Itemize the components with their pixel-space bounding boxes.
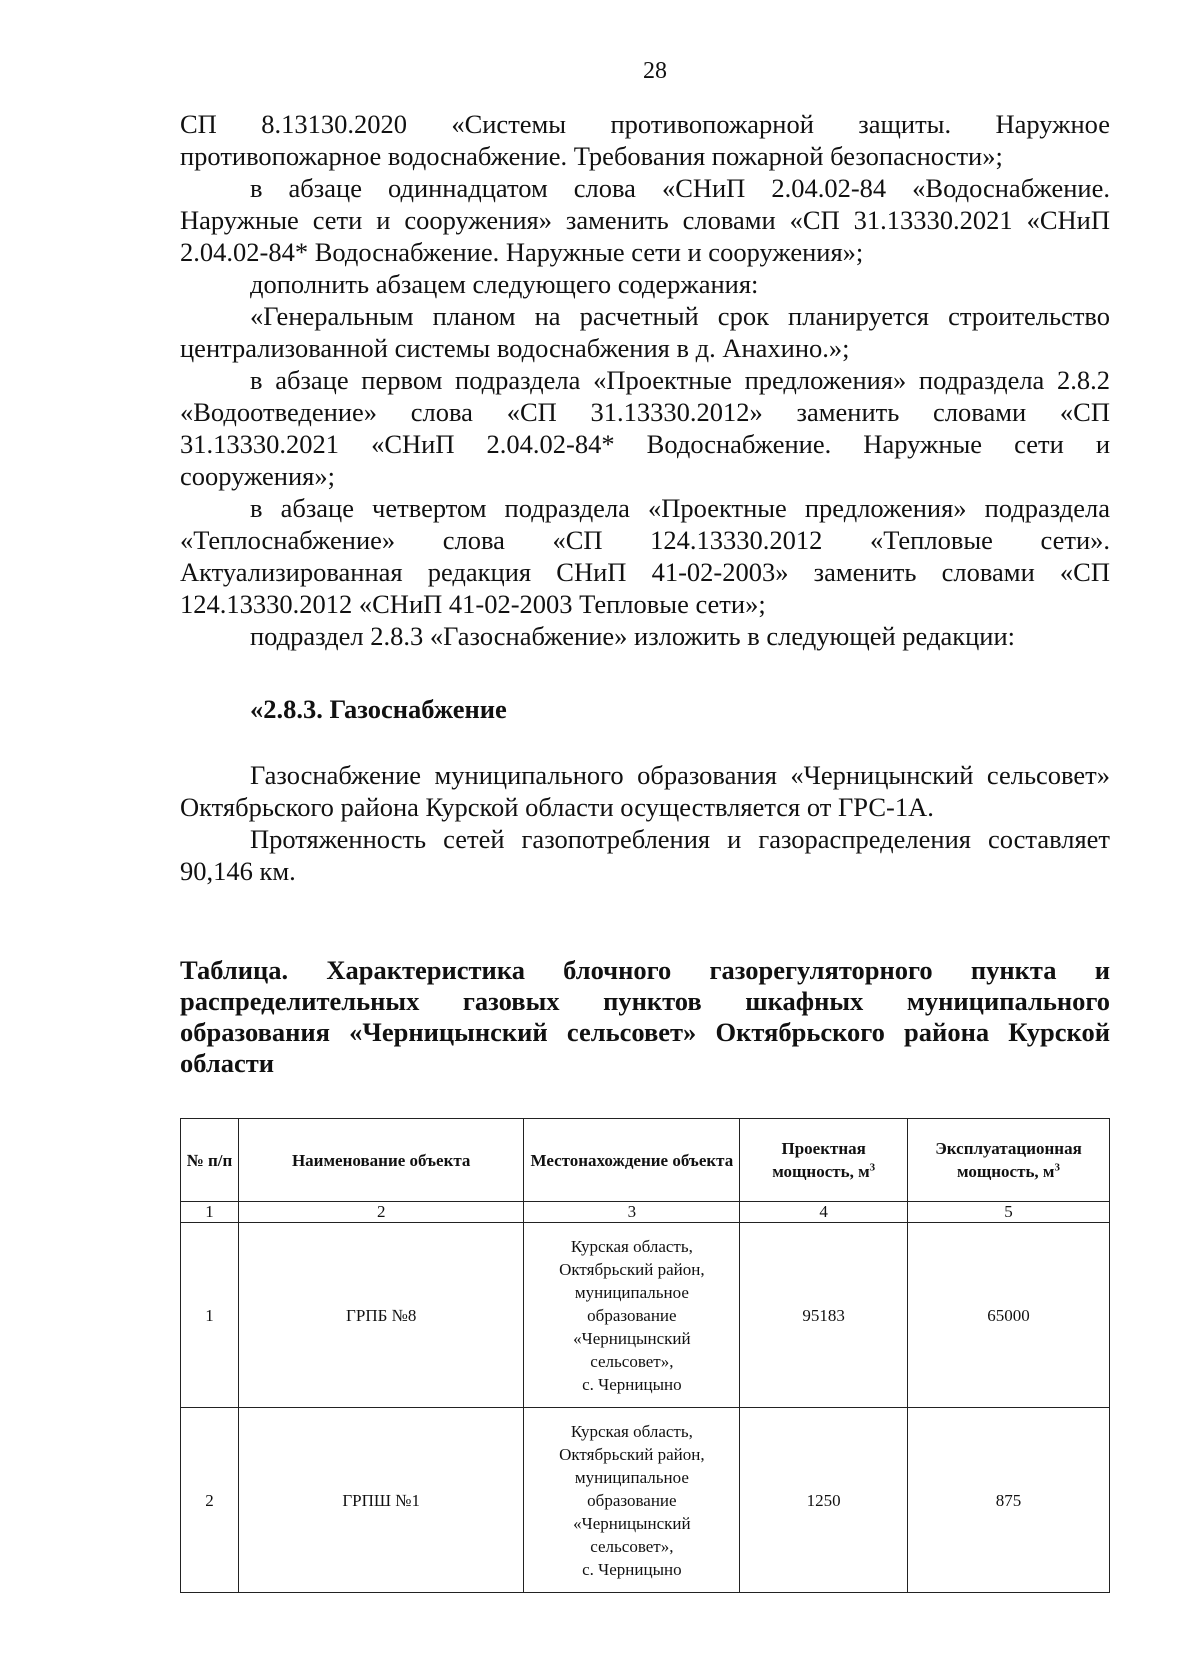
column-number: 5: [908, 1202, 1110, 1223]
cell-num: 1: [181, 1223, 239, 1408]
location-line: «Черницынский: [573, 1513, 691, 1533]
header-design-capacity: [740, 1119, 908, 1202]
location-line: с. Черницыно: [582, 1374, 682, 1394]
column-number-row: [181, 1202, 1110, 1223]
section-heading: «2.8.3. Газоснабжение: [250, 694, 507, 724]
header-operating-capacity: [908, 1119, 1110, 1202]
column-number: 2: [238, 1202, 524, 1223]
paragraph: в абзаце одиннадцатом слова «СНиП 2.04.02-84 «Водоснабжение. Наружные сети и сооружения» заменить словами «СП 31.13330.2021 «СНиП 2.04.02-84* Водоснабжение. Наружные сети и сооружения»;: [180, 173, 1110, 267]
location-line: сельсовет»,: [590, 1351, 674, 1371]
paragraph: «Генеральным планом на расчетный срок планируется строительство централизованной системы водоснабжения в д. Анахино.»;: [180, 301, 1110, 363]
location-line: муниципальное: [574, 1282, 689, 1302]
table-caption: Таблица. Характеристика блочного газорегуляторного пункта и распределительных газовых пунктов шкафных муниципального образования «Черницынский сельсовет» Октябрьского района Курской области: [180, 955, 1110, 1078]
header-name: Наименование объекта: [238, 1119, 524, 1202]
location-line: образование: [587, 1305, 677, 1325]
column-number: 4: [740, 1202, 908, 1223]
location-line: муниципальное: [574, 1467, 689, 1487]
paragraph: Газоснабжение муниципального образования «Черницынский сельсовет» Октябрьского района Курской области осуществляется от ГРС-1А.: [180, 760, 1110, 822]
column-number: 1: [181, 1202, 239, 1223]
table-row: [181, 1223, 1110, 1408]
cell-location: [524, 1408, 740, 1593]
location-line: образование: [587, 1490, 677, 1510]
cell-location: [524, 1223, 740, 1408]
paragraph: Протяженность сетей газопотребления и газораспределения составляет 90,146 км.: [180, 824, 1110, 886]
paragraph: подраздел 2.8.3 «Газоснабжение» изложить в следующей редакции:: [250, 621, 1015, 651]
location-line: Курская область,: [570, 1421, 693, 1441]
header-location: Местонахождение объекта: [524, 1119, 740, 1202]
cell-design-capacity: 95183: [740, 1223, 908, 1408]
cell-name: ГРПБ №8: [238, 1223, 524, 1408]
section-text: [180, 759, 1110, 887]
location-line: Октябрьский район,: [559, 1259, 705, 1279]
header-operating-capacity-label: Эксплуатационная мощность, м: [935, 1139, 1082, 1181]
location-line: Октябрьский район,: [559, 1444, 705, 1464]
location-line: сельсовет»,: [590, 1536, 674, 1556]
unit-power: 3: [1054, 1161, 1061, 1174]
paragraph: СП 8.13130.2020 «Системы противопожарной защиты. Наружное противопожарное водоснабжение. Требования пожарной безопасности»;: [180, 109, 1110, 171]
unit-power: 3: [869, 1161, 876, 1174]
cell-num: 2: [181, 1408, 239, 1593]
location-line: Курская область,: [570, 1236, 693, 1256]
cell-name: ГРПШ №1: [238, 1408, 524, 1593]
cell-operating-capacity: 875: [908, 1408, 1110, 1593]
column-number: 3: [524, 1202, 740, 1223]
header-design-capacity-label: Проектная мощность, м: [772, 1139, 870, 1181]
cell-operating-capacity: 65000: [908, 1223, 1110, 1408]
table-header-row: [181, 1119, 1110, 1202]
paragraph: в абзаце четвертом подраздела «Проектные предложения» подраздела «Теплоснабжение» слова «СП 124.13330.2012 «Тепловые сети». Актуализированная редакция СНиП 41-02-2003» заменить словами «СП 124.13330.2012 «СНиП 41-02-2003 Тепловые сети»;: [180, 493, 1110, 619]
gas-points-table: [180, 1118, 1110, 1593]
cell-design-capacity: 1250: [740, 1408, 908, 1593]
paragraph: дополнить абзацем следующего содержания:: [250, 269, 759, 299]
body-text: [180, 108, 1110, 652]
location-line: «Черницынский: [573, 1328, 691, 1348]
table-row: [181, 1408, 1110, 1593]
header-num: № п/п: [181, 1119, 239, 1202]
page-number: 28: [643, 58, 667, 84]
paragraph: в абзаце первом подраздела «Проектные предложения» подраздела 2.8.2 «Водоотведение» слова «СП 31.13330.2012» заменить словами «СП 31.13330.2021 «СНиП 2.04.02-84* Водоснабжение. Наружные сети и сооружения»;: [180, 365, 1110, 491]
location-line: с. Черницыно: [582, 1559, 682, 1579]
